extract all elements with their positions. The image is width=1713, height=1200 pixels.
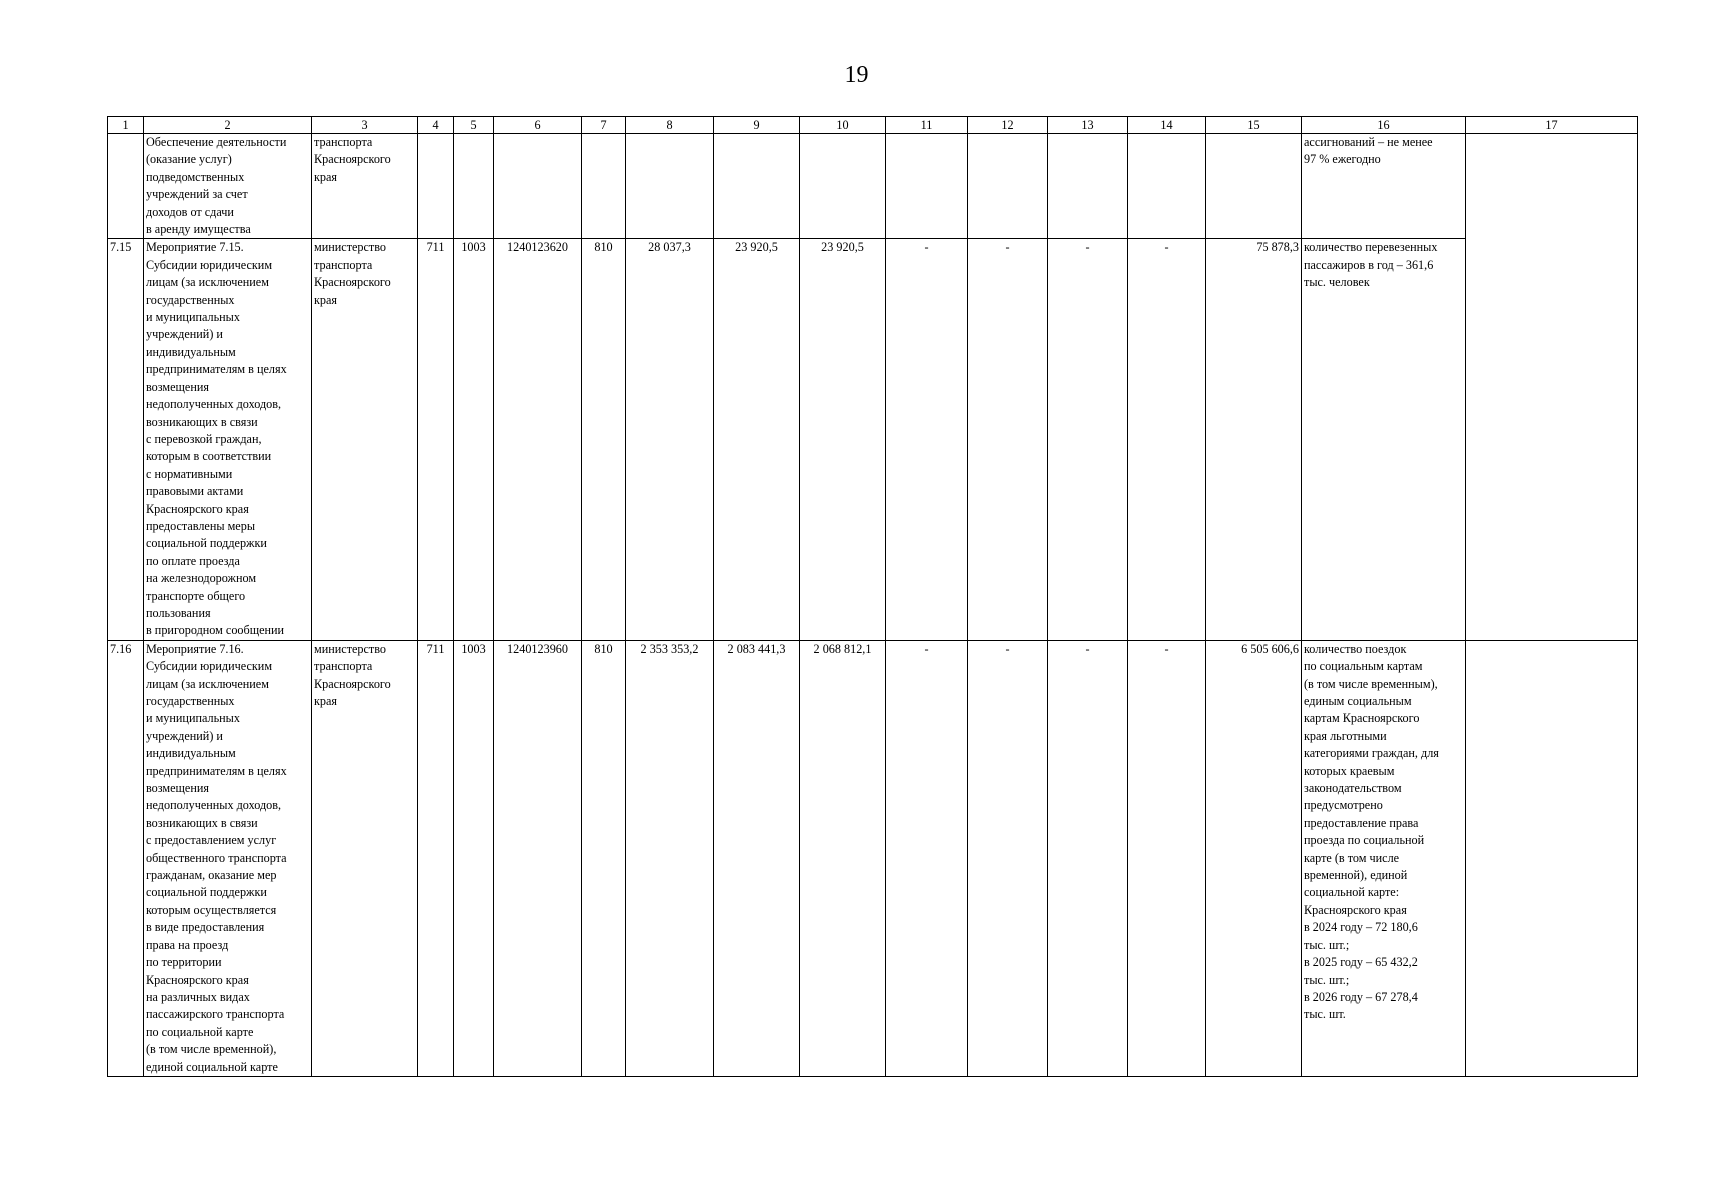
header-cell: 9 <box>714 117 800 134</box>
header-cell: 4 <box>418 117 454 134</box>
header-cell: 6 <box>494 117 582 134</box>
amount-col-10: 23 920,5 <box>800 239 886 640</box>
header-cell: 14 <box>1128 117 1206 134</box>
grbs-code: 711 <box>418 239 454 640</box>
grbs-code <box>418 134 454 239</box>
target-article-code <box>494 134 582 239</box>
note-cell <box>1466 640 1638 1076</box>
measure-number: 7.16 <box>108 640 144 1076</box>
amount-col-9: 2 083 441,3 <box>714 640 800 1076</box>
header-cell: 8 <box>626 117 714 134</box>
header-cell: 7 <box>582 117 626 134</box>
table-row <box>108 239 1638 640</box>
target-article-code: 1240123620 <box>494 239 582 640</box>
expense-type-code: 810 <box>582 239 626 640</box>
expense-type-code <box>582 134 626 239</box>
expected-result: количество поездок по социальным картам (в том числе временным), единым социальным картам Красноярского края льготными категориями граждан, для которых краевым законодательством предусмотрено предоставление права проезда по социальной карте (в том числе временной), единой социальной карте: Красноярского края в 2024 году – 72 180,6 тыс. шт.; в 2025 году – 65 432,2 тыс. шт.; в 2026 году – 67 278,4 тыс. шт. <box>1302 640 1466 1076</box>
section-code <box>454 134 494 239</box>
page-number: 19 <box>844 62 869 88</box>
section-code: 1003 <box>454 239 494 640</box>
header-cell: 10 <box>800 117 886 134</box>
amount-col-8: 28 037,3 <box>626 239 714 640</box>
amount-col-14: - <box>1128 640 1206 1076</box>
responsible-executor: министерство транспорта Красноярского края <box>312 640 418 1076</box>
header-cell: 17 <box>1466 117 1638 134</box>
amount-col-12: - <box>968 239 1048 640</box>
amount-col-14: - <box>1128 239 1206 640</box>
expected-result: ассигнований – не менее 97 % ежегодно <box>1302 134 1466 239</box>
amount-col-11: - <box>886 239 968 640</box>
amount-total: 75 878,3 <box>1206 239 1302 640</box>
header-cell: 12 <box>968 117 1048 134</box>
amount-col-13: - <box>1048 239 1128 640</box>
header-cell: 13 <box>1048 117 1128 134</box>
amount-col-12: - <box>968 640 1048 1076</box>
column-number-row <box>108 117 1638 134</box>
amount-total <box>1206 134 1302 239</box>
measure-name: Мероприятие 7.16. Субсидии юридическим лицам (за исключением государственных и муниципальных учреждений) и индивидуальным предпринимателям в целях возмещения недополученных доходов, возникающих в связи с предоставлением услуг общественного транспорта гражданам, оказание мер социальной поддержки которым осуществляется в виде предоставления права на проезд по территории Красноярского края на различных видах пассажирского транспорта по социальной карте (в том числе временной), единой социальной карте <box>144 640 312 1076</box>
note-cell <box>1466 134 1638 641</box>
section-code: 1003 <box>454 640 494 1076</box>
amount-col-10 <box>800 134 886 239</box>
target-article-code: 1240123960 <box>494 640 582 1076</box>
amount-col-11: - <box>886 640 968 1076</box>
header-cell: 5 <box>454 117 494 134</box>
amount-col-9 <box>714 134 800 239</box>
measure-number <box>108 134 144 239</box>
amount-total: 6 505 606,6 <box>1206 640 1302 1076</box>
measure-number: 7.15 <box>108 239 144 640</box>
program-measures-table <box>107 116 1638 1077</box>
header-cell: 16 <box>1302 117 1466 134</box>
responsible-executor: министерство транспорта Красноярского края <box>312 239 418 640</box>
header-cell: 11 <box>886 117 968 134</box>
header-cell: 2 <box>144 117 312 134</box>
amount-col-8 <box>626 134 714 239</box>
amount-col-12 <box>968 134 1048 239</box>
amount-col-13: - <box>1048 640 1128 1076</box>
measure-name: Мероприятие 7.15. Субсидии юридическим лицам (за исключением государственных и муниципальных учреждений) и индивидуальным предпринимателям в целях возмещения недополученных доходов, возникающих в связи с перевозкой граждан, которым в соответствии с нормативными правовыми актами Красноярского края предоставлены меры социальной поддержки по оплате проезда на железнодорожном транспорте общего пользования в пригородном сообщении <box>144 239 312 640</box>
measure-name: Обеспечение деятельности (оказание услуг) подведомственных учреждений за счет доходов от сдачи в аренду имущества <box>144 134 312 239</box>
amount-col-9: 23 920,5 <box>714 239 800 640</box>
header-cell: 1 <box>108 117 144 134</box>
header-cell: 15 <box>1206 117 1302 134</box>
responsible-executor: транспорта Красноярского края <box>312 134 418 239</box>
amount-col-14 <box>1128 134 1206 239</box>
table-row <box>108 134 1638 239</box>
expected-result: количество перевезенных пассажиров в год – 361,6 тыс. человек <box>1302 239 1466 640</box>
header-cell: 3 <box>312 117 418 134</box>
amount-col-13 <box>1048 134 1128 239</box>
table-row <box>108 640 1638 1076</box>
grbs-code: 711 <box>418 640 454 1076</box>
amount-col-11 <box>886 134 968 239</box>
expense-type-code: 810 <box>582 640 626 1076</box>
amount-col-10: 2 068 812,1 <box>800 640 886 1076</box>
amount-col-8: 2 353 353,2 <box>626 640 714 1076</box>
